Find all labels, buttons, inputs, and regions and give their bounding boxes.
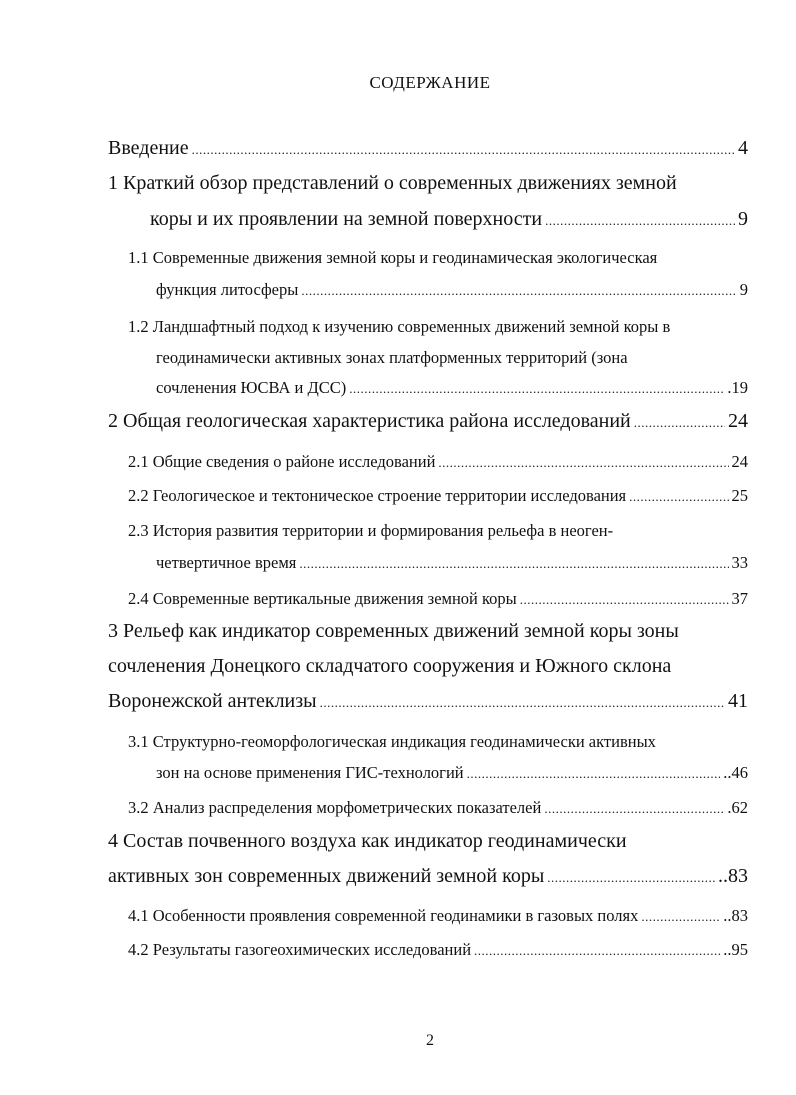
toc-entry-chapter-4-line-1[interactable]: 4 Состав почвенного воздуха как индикатор геодинамически	[108, 830, 627, 852]
page-number: 2	[426, 1032, 434, 1049]
toc-entry-text: Воронежской антеклизы	[108, 690, 317, 712]
toc-entry-section-2-3-line-1[interactable]: 2.3 История развития территории и формирования рельефа в неоген-	[128, 521, 614, 540]
toc-entry-section-3-1-line-1[interactable]: 3.1 Структурно-геоморфологическая индикация геодинамически активных	[128, 732, 656, 751]
dot-leader	[544, 801, 724, 817]
toc-entry-text: сочленения ЮСВА и ДСС)	[156, 378, 347, 397]
toc-entry-text: 4.2 Результаты газогеохимических исследований	[128, 940, 472, 959]
toc-entry-section-2-1[interactable]	[128, 452, 748, 472]
dot-leader	[438, 455, 728, 471]
toc-entry-text: функция литосферы	[156, 280, 299, 299]
toc-page-number: 9	[738, 208, 748, 230]
toc-entry-chapter-3-line-1[interactable]: 3 Рельеф как индикатор современных движений земной коры зоны	[108, 620, 679, 642]
toc-entry-text: 2 Общая геологическая характеристика района исследований	[108, 410, 631, 432]
dot-leader	[547, 870, 715, 886]
toc-entry-chapter-1[interactable]	[150, 208, 748, 231]
toc-page-number: 41	[728, 690, 748, 712]
toc-entry-section-3-2[interactable]	[128, 798, 748, 818]
page-title: СОДЕРЖАНИЕ	[369, 73, 491, 92]
toc-entry-section-3-1[interactable]	[156, 763, 748, 783]
toc-page-number: 9	[739, 280, 748, 299]
toc-entry-text: 2.4 Современные вертикальные движения земной коры	[128, 589, 517, 608]
toc-page-number: ..83	[723, 906, 748, 925]
toc-entry-text: 2.2 Геологическое и тектоническое строение территории исследования	[128, 486, 627, 505]
toc-page-number: .62	[727, 798, 748, 817]
toc-page-number: ..83	[718, 865, 748, 887]
toc-entry-introduction[interactable]	[108, 137, 748, 160]
toc-entry-section-2-4[interactable]	[128, 589, 748, 609]
dot-leader	[467, 766, 721, 782]
toc-entry-section-2-2[interactable]	[128, 486, 748, 506]
toc-entry-section-1-2[interactable]	[156, 378, 748, 398]
toc-page-number: .19	[727, 378, 748, 397]
dot-leader	[320, 695, 725, 711]
dot-leader	[349, 381, 724, 397]
toc-entry-section-1-2-line-1[interactable]: 1.2 Ландшафтный подход к изучению современных движений земной коры в	[128, 317, 671, 336]
dot-leader	[641, 909, 720, 925]
toc-entry-text: Введение	[108, 137, 189, 159]
dot-leader	[474, 943, 720, 959]
toc-page-number: 33	[731, 553, 748, 572]
toc-page-number: 24	[728, 410, 748, 432]
toc-entry-text: коры и их проявлении на земной поверхности	[150, 208, 543, 230]
toc-entry-text: 3.2 Анализ распределения морфометрических показателей	[128, 798, 542, 817]
toc-entry-chapter-4[interactable]	[108, 865, 748, 888]
toc-entry-chapter-1-line-1[interactable]: 1 Краткий обзор представлений о современных движениях земной	[108, 172, 677, 194]
toc-entry-text: 4.1 Особенности проявления современной геодинамики в газовых полях	[128, 906, 639, 925]
toc-page-number: 24	[731, 452, 748, 471]
toc-entry-section-2-3[interactable]	[156, 553, 748, 573]
toc-entry-section-1-1[interactable]	[156, 280, 748, 300]
dot-leader	[192, 142, 735, 158]
toc-entry-section-1-2-line-2[interactable]: геодинамически активных зонах платформенных территорий (зона	[156, 348, 628, 367]
toc-entry-text: 2.1 Общие сведения о районе исследований	[128, 452, 436, 471]
dot-leader	[629, 489, 728, 505]
toc-entry-section-4-1[interactable]	[128, 906, 748, 926]
dot-leader	[299, 556, 728, 572]
toc-entry-text: зон на основе применения ГИС-технологий	[156, 763, 464, 782]
toc-page-number: 4	[738, 137, 748, 159]
toc-entry-section-1-1-line-1[interactable]: 1.1 Современные движения земной коры и геодинамическая экологическая	[128, 248, 658, 267]
toc-entry-chapter-2[interactable]	[108, 410, 748, 433]
toc-page-number: ..95	[723, 940, 748, 959]
toc-entry-section-4-2[interactable]	[128, 940, 748, 960]
toc-entry-chapter-3-line-2[interactable]: сочленения Донецкого складчатого сооружения и Южного склона	[108, 655, 672, 677]
toc-entry-chapter-3[interactable]	[108, 690, 748, 713]
toc-page-number: ..46	[723, 763, 748, 782]
toc-entry-text: активных зон современных движений земной коры	[108, 865, 545, 887]
dot-leader	[545, 213, 735, 229]
dot-leader	[634, 415, 725, 431]
toc-page-number: 25	[731, 486, 748, 505]
toc-entry-text: четвертичное время	[156, 553, 297, 572]
dot-leader	[520, 592, 729, 608]
dot-leader	[301, 283, 736, 299]
toc-page-number: 37	[731, 589, 748, 608]
